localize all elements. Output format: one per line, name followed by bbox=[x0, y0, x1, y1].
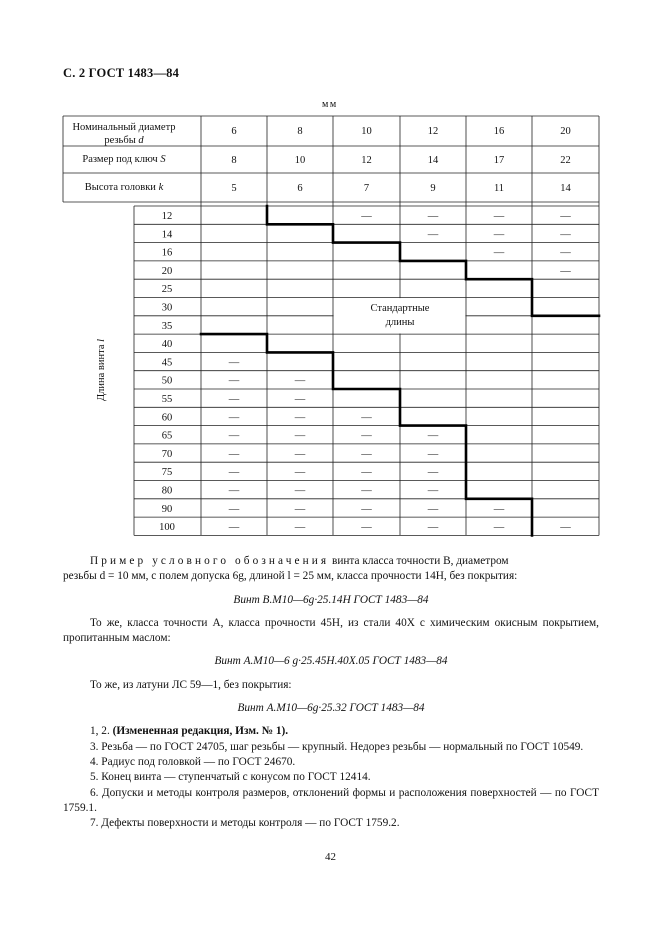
length-label: Длина винта l bbox=[96, 338, 107, 402]
header-value: 12 bbox=[427, 126, 439, 137]
dash-cell: — bbox=[493, 247, 505, 259]
dash-cell: — bbox=[560, 211, 571, 222]
length-value: 12 bbox=[161, 211, 173, 222]
dash-cell: — bbox=[560, 247, 571, 259]
dash-cell: — bbox=[493, 522, 505, 534]
length-value: 16 bbox=[161, 247, 173, 259]
dash-cell: — bbox=[294, 375, 306, 387]
diameter-label: Номинальный диаметр bbox=[72, 122, 176, 133]
dash-cell: — bbox=[493, 503, 505, 515]
dash-cell: — bbox=[228, 430, 240, 442]
dash-cell: — bbox=[228, 357, 240, 369]
dash-cell: — bbox=[294, 485, 306, 497]
header-value: 11 bbox=[493, 183, 505, 194]
example-paragraph: Пример условного обозначения винта класса точности В, диаметром bbox=[90, 555, 509, 567]
dash-cell: — bbox=[228, 467, 240, 479]
dash-cell: — bbox=[361, 522, 372, 534]
example-paragraph-line2: резьбы d = 10 мм, с полем допуска 6g, длиной l = 25 мм, класса прочности 14Н, без покрытия: bbox=[63, 570, 518, 583]
length-value: 20 bbox=[161, 265, 173, 277]
dash-cell: — bbox=[228, 503, 240, 515]
length-value: 90 bbox=[161, 503, 173, 515]
header-value: 7 bbox=[363, 183, 370, 194]
dash-cell: — bbox=[294, 412, 306, 424]
item-6: 6. Допуски и методы контроля размеров, отклонений формы и расположения поверхностей — по ГОСТ 1759.1. bbox=[63, 786, 599, 814]
dash-cell: — bbox=[427, 211, 439, 222]
dash-cell: — bbox=[493, 229, 505, 241]
dash-cell: — bbox=[361, 412, 372, 424]
item-4: 4. Радиус под головкой — по ГОСТ 24670. bbox=[90, 755, 296, 768]
dash-cell: — bbox=[560, 229, 571, 241]
header-value: 6 bbox=[297, 183, 303, 194]
table-values bbox=[231, 126, 571, 194]
dash-cell: — bbox=[427, 503, 439, 515]
item-3: 3. Резьба — по ГОСТ 24705, шаг резьбы — крупный. Недорез резьбы — нормальный по ГОСТ 10549. bbox=[90, 740, 584, 753]
length-value: 70 bbox=[161, 448, 173, 460]
header-value: 20 bbox=[560, 126, 571, 137]
item-5: 5. Конец винта — ступенчатый с конусом по ГОСТ 12414. bbox=[90, 771, 371, 784]
header-value: 14 bbox=[560, 183, 571, 194]
standard-lengths-label: Стандартные bbox=[370, 303, 430, 314]
dash-cell: — bbox=[294, 467, 306, 479]
header-value: 12 bbox=[361, 155, 372, 166]
header-value: 6 bbox=[231, 126, 237, 137]
length-value: 45 bbox=[161, 357, 173, 369]
header-value: 10 bbox=[294, 155, 306, 166]
dash-cell: — bbox=[427, 467, 439, 479]
diameter-label-line2: резьбы d bbox=[104, 135, 144, 146]
designation-formula-3: Винт А.М10—6g·25.32 ГОСТ 1483—84 bbox=[237, 702, 425, 715]
dash-cell: — bbox=[560, 265, 571, 277]
dash-cell: — bbox=[361, 448, 372, 460]
item-7: 7. Дефекты поверхности и методы контроля — по ГОСТ 1759.2. bbox=[90, 817, 400, 830]
length-value: 60 bbox=[161, 412, 173, 424]
header-value: 8 bbox=[297, 126, 303, 137]
length-value: 75 bbox=[161, 467, 173, 479]
dash-cell: — bbox=[294, 430, 306, 442]
length-value: 50 bbox=[161, 375, 173, 387]
designation-formula-2: Винт А.М10—6 g·25.45Н.40Х.05 ГОСТ 1483—84 bbox=[214, 655, 448, 668]
length-value: 14 bbox=[161, 229, 173, 241]
length-value: 65 bbox=[161, 430, 173, 442]
dash-cell: — bbox=[228, 448, 240, 460]
head-height-label: Высота головки k bbox=[84, 182, 164, 193]
dash-cell: — bbox=[294, 522, 306, 534]
dash-cell: — bbox=[427, 430, 439, 442]
dash-cell: — bbox=[427, 485, 439, 497]
dash-cell: — bbox=[427, 522, 439, 534]
dash-cell: — bbox=[294, 503, 306, 515]
document-body bbox=[63, 554, 599, 831]
variant-paragraph-2: То же, из латуни ЛС 59—1, без покрытия: bbox=[90, 678, 292, 691]
dash-cell: — bbox=[228, 394, 240, 405]
dash-cell: — bbox=[427, 229, 439, 241]
dash-cell: — bbox=[294, 448, 306, 460]
length-value: 55 bbox=[161, 394, 173, 405]
dash-cell: — bbox=[560, 522, 571, 534]
standard-lengths-label-line2: длины bbox=[385, 317, 415, 328]
length-value: 40 bbox=[161, 339, 173, 351]
dash-cell: — bbox=[294, 394, 306, 405]
variant-paragraph-1: То же, класса точности А, класса прочности 45Н, из стали 40Х с химическим окисным покрытием, пропитанным маслом: bbox=[63, 616, 599, 645]
header-value: 9 bbox=[430, 183, 436, 194]
dash-cell: — bbox=[228, 522, 240, 534]
dash-cell: — bbox=[228, 485, 240, 497]
header-value: 5 bbox=[231, 183, 237, 194]
dash-cell: — bbox=[493, 211, 505, 222]
length-value: 25 bbox=[161, 284, 173, 296]
length-column bbox=[159, 211, 175, 533]
length-value: 80 bbox=[161, 485, 173, 497]
length-value: 100 bbox=[159, 522, 175, 534]
dash-cell: — bbox=[228, 412, 240, 424]
header-value: 8 bbox=[231, 155, 237, 166]
table-grid bbox=[63, 116, 599, 535]
designation-formula-1: Винт В.М10—6g·25.14Н ГОСТ 1483—84 bbox=[233, 593, 429, 606]
header-value: 22 bbox=[560, 155, 571, 166]
table-header bbox=[72, 122, 175, 401]
length-value: 35 bbox=[161, 320, 173, 332]
page-number: 42 bbox=[325, 851, 336, 863]
dash-cell: — bbox=[361, 211, 372, 222]
dash-cell: — bbox=[427, 448, 439, 460]
key-size-label: Размер под ключ S bbox=[82, 154, 166, 165]
header-value: 14 bbox=[427, 155, 439, 166]
header-value: 10 bbox=[361, 126, 372, 137]
header-value: 16 bbox=[493, 126, 505, 137]
page-header: С. 2 ГОСТ 1483—84 bbox=[63, 66, 180, 80]
dash-cell: — bbox=[361, 485, 372, 497]
example-title: Пример условного обозначения bbox=[90, 555, 330, 567]
item-1-2: 1, 2. (Измененная редакция, Изм. № 1). bbox=[90, 725, 289, 738]
dash-cell: — bbox=[361, 467, 372, 479]
dash-cell: — bbox=[361, 503, 372, 515]
length-value: 30 bbox=[161, 302, 173, 314]
header-value: 17 bbox=[493, 155, 505, 166]
dash-cell: — bbox=[228, 375, 240, 387]
dash-cell: — bbox=[361, 430, 372, 442]
units-label: мм bbox=[322, 99, 338, 110]
